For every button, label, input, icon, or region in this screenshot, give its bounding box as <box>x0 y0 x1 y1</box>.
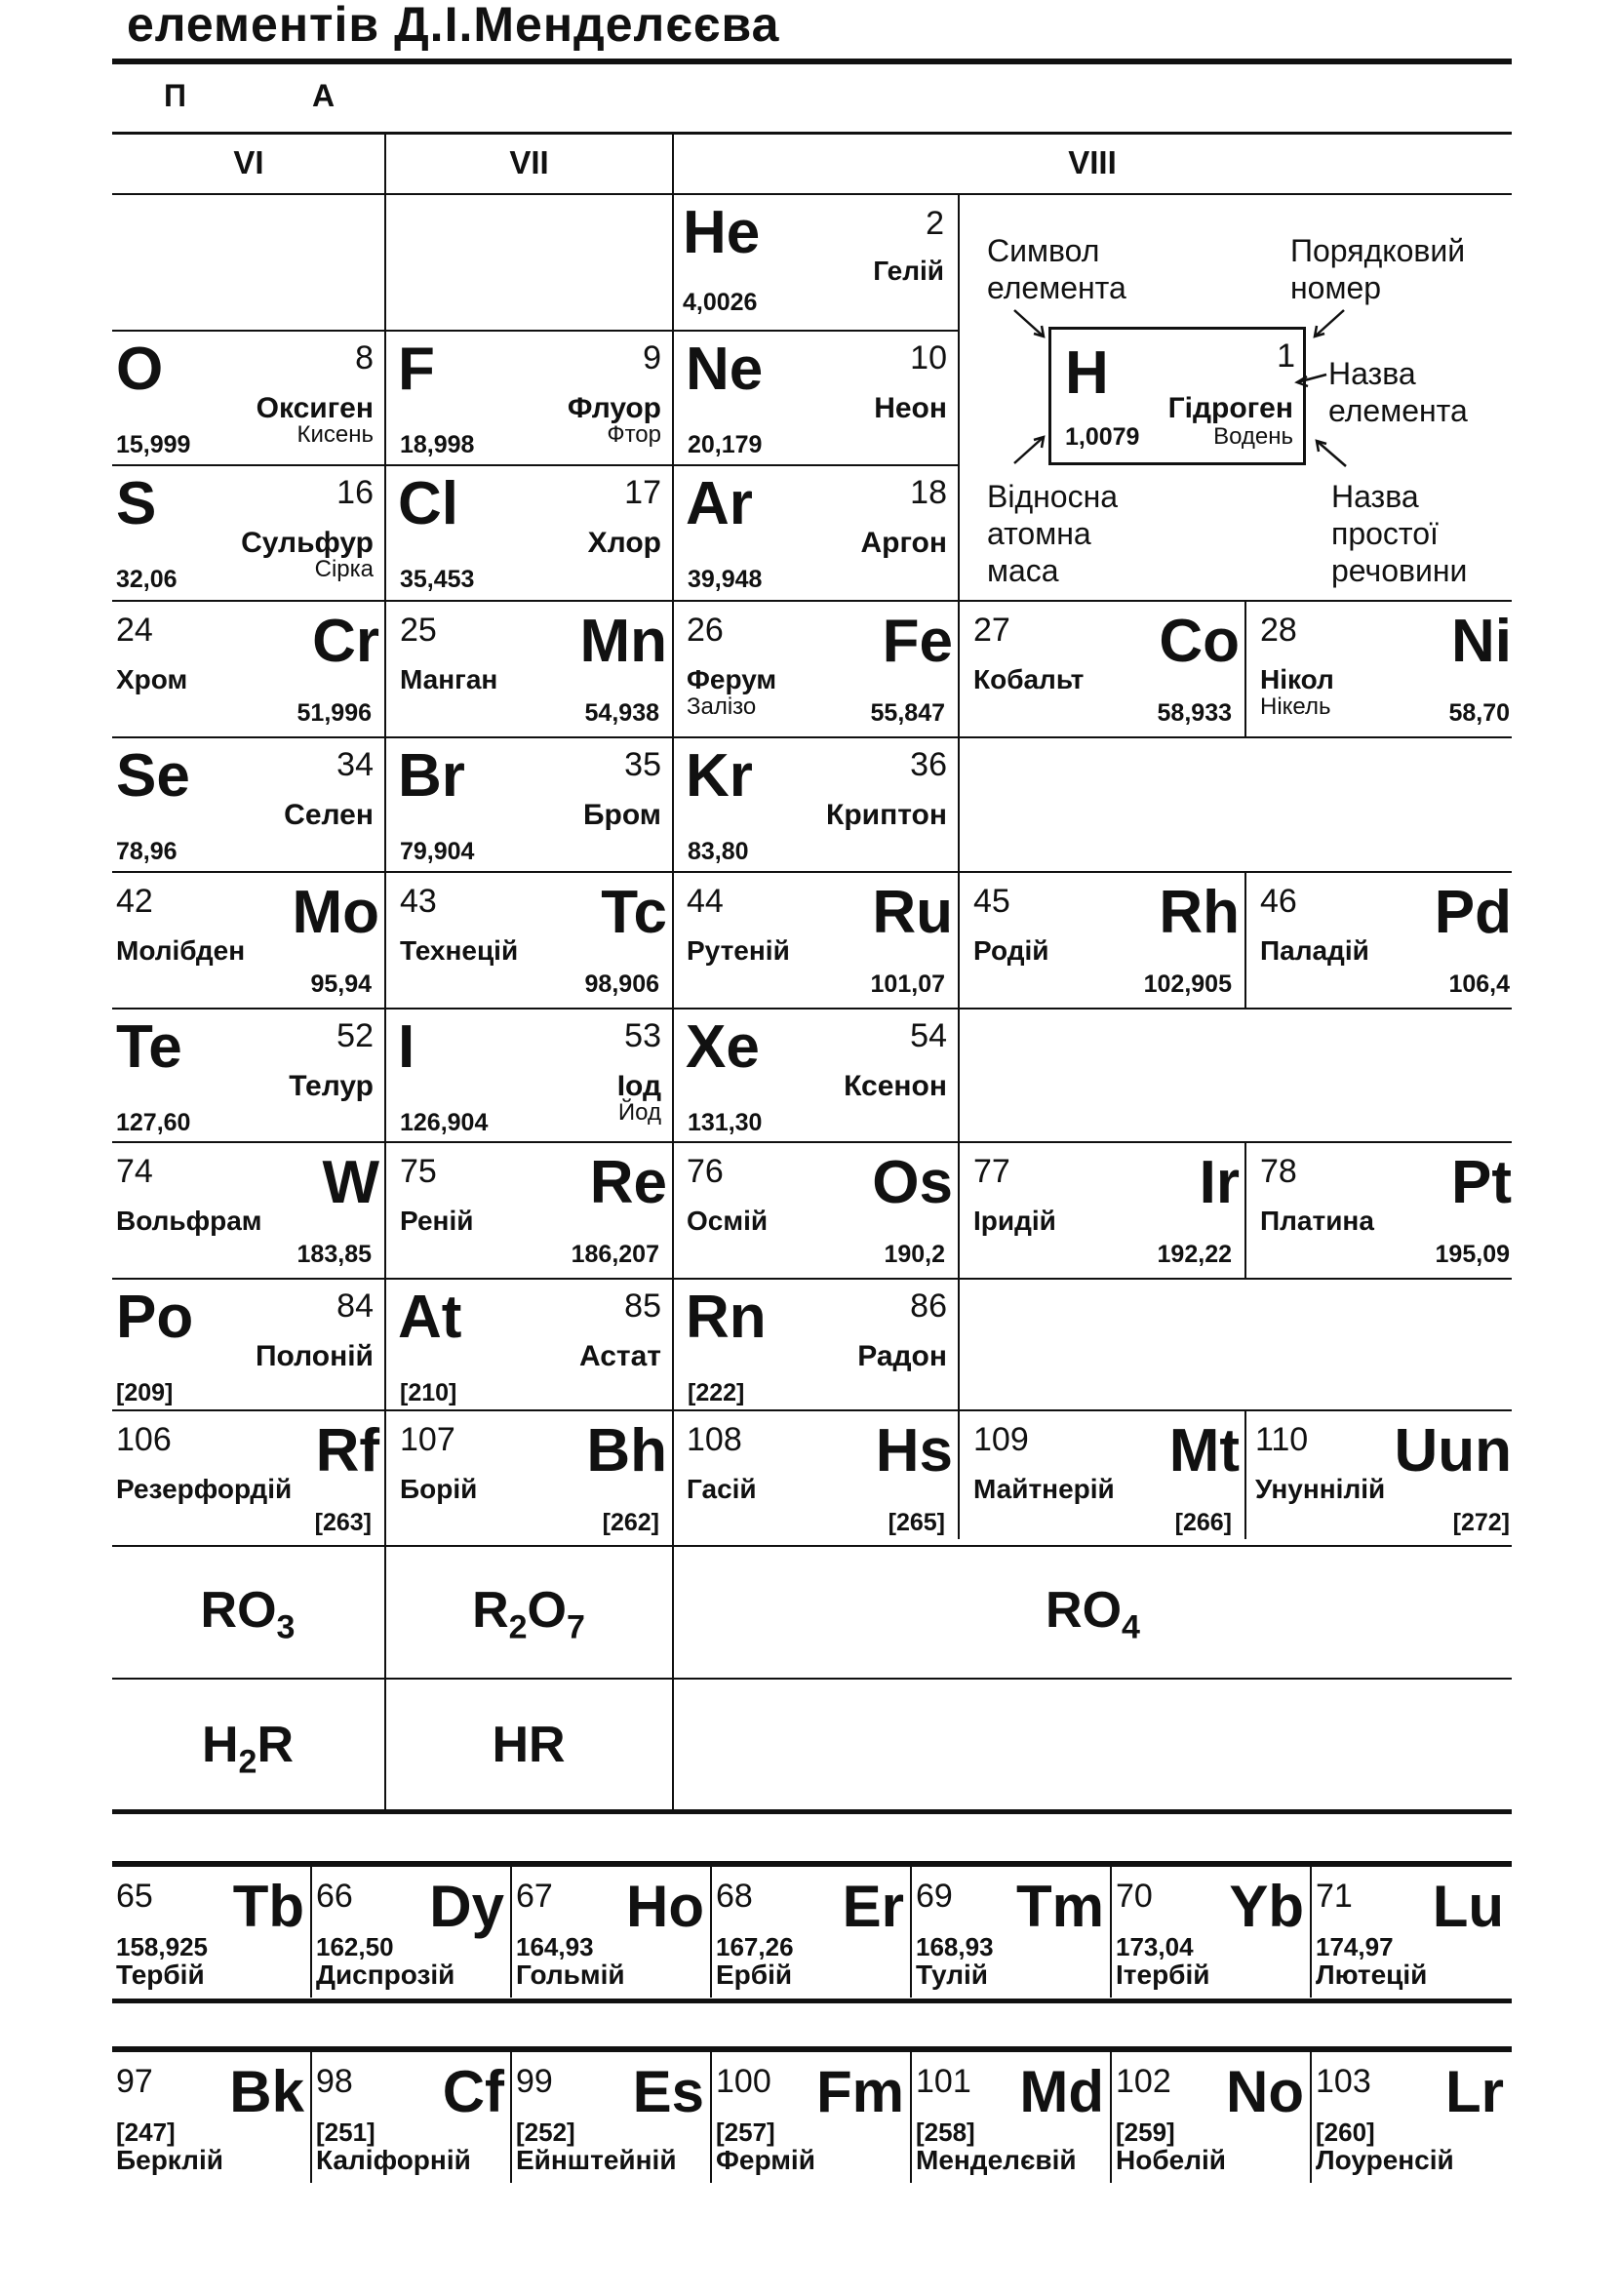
atomic-number: 98 <box>316 2063 353 2100</box>
atomic-number: 78 <box>1260 1153 1297 1190</box>
hydride-formula-vi: $H_2R$ <box>201 1717 295 1781</box>
element-name: Технецій <box>400 935 519 966</box>
element-symbol: H <box>1065 339 1109 407</box>
element-name: Унуннілій <box>1255 1474 1386 1504</box>
atomic-mass: 35,453 <box>400 566 475 593</box>
atomic-mass: 186,207 <box>571 1241 659 1268</box>
element-cell <box>112 1866 310 1998</box>
element-symbol: He <box>683 199 761 266</box>
atomic-mass: 39,948 <box>688 566 763 593</box>
atomic-mass: [247] <box>116 2118 176 2147</box>
element-symbol: Tb <box>232 1874 304 1939</box>
atomic-number: 53 <box>624 1017 661 1054</box>
element-name: Астат <box>578 1340 661 1372</box>
element-name: Молібден <box>116 935 246 966</box>
element-name: Телур <box>289 1070 374 1102</box>
atomic-mass: 131,30 <box>688 1109 763 1136</box>
element-cell <box>1312 1866 1510 1998</box>
atomic-mass: [272] <box>1452 1509 1510 1536</box>
atomic-mass: 98,906 <box>584 970 659 998</box>
element-name: Гідроген <box>1167 392 1293 424</box>
atomic-mass: 183,85 <box>296 1241 372 1268</box>
atomic-number: 52 <box>336 1017 374 1054</box>
legend-mass-label: Відносна атомна маса <box>987 479 1119 588</box>
element-cell <box>112 2051 310 2183</box>
atomic-number: 107 <box>400 1421 455 1458</box>
element-name: Гольмій <box>516 1960 625 1990</box>
atomic-number: 9 <box>643 339 661 376</box>
atomic-mass: [209] <box>116 1379 174 1406</box>
element-cell <box>912 2051 1110 2183</box>
grid-rule <box>510 2051 512 2183</box>
element-cell <box>386 1280 671 1408</box>
atomic-number: 66 <box>316 1878 353 1915</box>
element-symbol: Mt <box>1168 1417 1240 1484</box>
element-symbol: Rn <box>686 1284 767 1351</box>
subgroup-main-label: П <box>164 78 186 113</box>
element-name: Манган <box>400 664 498 694</box>
atomic-number: 34 <box>336 746 374 783</box>
atomic-mass: 18,998 <box>400 431 475 458</box>
element-name: Гасій <box>687 1474 757 1504</box>
atomic-mass: [257] <box>716 2118 775 2147</box>
element-symbol: Ir <box>1199 1149 1240 1216</box>
element-cell <box>396 602 671 734</box>
atomic-number: 108 <box>687 1421 742 1458</box>
element-symbol: Mo <box>292 879 379 946</box>
atomic-mass: 106,4 <box>1448 970 1510 998</box>
element-cell <box>386 1009 671 1142</box>
atomic-number: 17 <box>624 474 661 511</box>
element-symbol: No <box>1226 2059 1304 2124</box>
atomic-number: 75 <box>400 1153 437 1190</box>
atomic-mass: [222] <box>688 1379 745 1406</box>
atomic-mass: 101,07 <box>870 970 945 998</box>
atomic-mass: 83,80 <box>688 838 749 865</box>
atomic-number: 77 <box>973 1153 1010 1190</box>
atomic-mass: 4,0026 <box>683 289 758 316</box>
atomic-number: 106 <box>116 1421 172 1458</box>
atomic-number: 10 <box>910 339 947 376</box>
element-cell <box>1256 602 1512 734</box>
atomic-mass: 58,933 <box>1157 699 1232 727</box>
element-symbol: Po <box>116 1284 194 1351</box>
element-cell <box>683 873 957 1006</box>
grid-rule <box>310 1866 312 1998</box>
element-symbol: Ar <box>686 470 753 537</box>
element-symbol: Kr <box>686 742 753 810</box>
atomic-mass: 158,925 <box>116 1932 208 1961</box>
grid-rule <box>1110 1866 1112 1998</box>
atomic-mass: 173,04 <box>1116 1932 1194 1961</box>
atomic-number: 26 <box>687 612 724 649</box>
atomic-number: 27 <box>973 612 1010 649</box>
element-symbol: Cr <box>312 608 379 675</box>
element-name: Реній <box>400 1206 474 1236</box>
atomic-mass: [251] <box>316 2118 375 2147</box>
element-name: Кобальт <box>973 664 1085 694</box>
element-name: Ксенон <box>844 1070 947 1102</box>
atomic-number: 76 <box>687 1153 724 1190</box>
atomic-mass: 58,70 <box>1448 699 1510 727</box>
atomic-number: 2 <box>926 205 944 242</box>
oxide-formula-viii: $RO_4$ <box>1046 1582 1140 1646</box>
element-symbol: Cf <box>442 2059 504 2124</box>
element-name: Аргон <box>860 527 947 559</box>
atomic-mass: 79,904 <box>400 838 475 865</box>
element-symbol: Pd <box>1434 879 1512 946</box>
strip-rule <box>112 1999 1512 2003</box>
atomic-mass: 174,97 <box>1316 1932 1394 1961</box>
grid-rule <box>310 2051 312 2183</box>
element-symbol: Rf <box>315 1417 379 1484</box>
oxide-formula-vii: $R_2O_7$ <box>472 1582 585 1646</box>
element-name: Родій <box>973 935 1049 966</box>
element-cell <box>1251 1411 1512 1544</box>
element-symbol: Co <box>1159 608 1240 675</box>
legend-symbol-label: Символ елемента <box>987 233 1126 305</box>
grid-rule <box>510 1866 512 1998</box>
atomic-number: 103 <box>1316 2063 1371 2100</box>
grid-rule <box>710 1866 712 1998</box>
element-symbol: Se <box>116 742 190 810</box>
subgroup-a-label: А <box>312 78 336 113</box>
atomic-mass: [252] <box>516 2118 575 2147</box>
element-name: Гелій <box>873 256 944 286</box>
legend-number-label: Порядковий номер <box>1290 233 1466 305</box>
element-symbol: Er <box>842 1874 904 1939</box>
group-header-viii: VIII <box>1068 144 1117 180</box>
atomic-number: 65 <box>116 1878 153 1915</box>
atomic-mass: [265] <box>888 1509 945 1536</box>
atomic-mass: 127,60 <box>116 1109 191 1136</box>
element-name: Ербій <box>716 1960 793 1990</box>
element-name: Лоуренсій <box>1316 2145 1454 2175</box>
element-name: Сульфур <box>241 527 374 559</box>
atomic-number: 99 <box>516 2063 553 2100</box>
element-name: Ферум <box>687 664 777 694</box>
element-cell <box>112 1280 383 1408</box>
element-name: Селен <box>284 799 374 831</box>
element-symbol: Ru <box>872 879 953 946</box>
element-symbol: Lu <box>1432 1874 1504 1939</box>
atomic-mass: 162,50 <box>316 1932 394 1961</box>
atomic-mass: 51,996 <box>296 699 372 727</box>
element-cell <box>712 1866 910 1998</box>
element-symbol: Lr <box>1445 2059 1504 2124</box>
element-cell <box>112 1009 383 1142</box>
atomic-number: 44 <box>687 883 724 920</box>
element-cell <box>112 1411 383 1544</box>
element-cell <box>969 873 1244 1006</box>
element-cell <box>1112 2051 1310 2183</box>
atomic-number: 68 <box>716 1878 753 1915</box>
element-cell <box>386 738 671 871</box>
element-symbol: Br <box>398 742 465 810</box>
atomic-mass: [258] <box>916 2118 975 2147</box>
atomic-mass: 192,22 <box>1157 1241 1232 1268</box>
element-cell <box>396 1411 671 1544</box>
simple-substance-name: Фтор <box>607 421 661 448</box>
element-name: Нікол <box>1260 664 1334 694</box>
atomic-mass: 102,905 <box>1143 970 1232 998</box>
atomic-number: 28 <box>1260 612 1297 649</box>
element-symbol: Md <box>1019 2059 1104 2124</box>
atomic-number: 8 <box>355 339 374 376</box>
element-symbol: Mn <box>579 608 667 675</box>
element-name: Фермій <box>716 2145 815 2175</box>
atomic-mass: 164,93 <box>516 1932 594 1961</box>
element-name: Хлор <box>587 527 661 559</box>
element-cell <box>969 1411 1244 1544</box>
element-name: Вольфрам <box>116 1206 262 1236</box>
element-name: Іридій <box>973 1206 1056 1236</box>
simple-substance-name: Залізо <box>687 693 757 720</box>
atomic-mass: [260] <box>1316 2118 1375 2147</box>
element-symbol: Ni <box>1451 608 1512 675</box>
element-cell <box>683 602 957 734</box>
element-cell <box>1112 1866 1310 1998</box>
element-name: Каліфорній <box>316 2145 471 2175</box>
element-symbol: Pt <box>1451 1149 1512 1216</box>
atomic-number: 67 <box>516 1878 553 1915</box>
element-cell <box>683 1143 957 1276</box>
atomic-mass: [259] <box>1116 2118 1175 2147</box>
group-header-vi: VI <box>233 144 264 180</box>
atomic-number: 100 <box>716 2063 771 2100</box>
element-cell <box>969 602 1244 734</box>
element-name: Диспрозій <box>316 1960 455 1990</box>
grid-rule <box>1310 1866 1312 1998</box>
atomic-number: 54 <box>910 1017 947 1054</box>
element-name: Радон <box>857 1340 947 1372</box>
element-symbol: S <box>116 470 157 537</box>
element-cell <box>112 1143 383 1276</box>
element-symbol: Yb <box>1229 1874 1304 1939</box>
element-cell <box>683 1411 957 1544</box>
element-symbol: I <box>398 1013 415 1081</box>
atomic-number: 102 <box>1116 2063 1171 2100</box>
atomic-number: 25 <box>400 612 437 649</box>
element-name: Оксиген <box>256 392 374 424</box>
element-name: Платина <box>1260 1206 1374 1236</box>
atomic-mass: 168,93 <box>916 1932 994 1961</box>
simple-substance-name: Сірка <box>314 556 374 582</box>
legend-simple-substance-label: Назва простої речовини <box>1331 479 1468 588</box>
element-cell <box>512 1866 710 1998</box>
element-symbol: At <box>398 1284 462 1351</box>
atomic-mass: 54,938 <box>584 699 659 727</box>
element-name: Криптон <box>826 799 947 831</box>
element-symbol: Rh <box>1159 879 1240 946</box>
grid-rule <box>910 1866 912 1998</box>
simple-substance-name: Кисень <box>296 421 374 448</box>
element-symbol: Xe <box>686 1013 760 1081</box>
grid-rule <box>1310 2051 1312 2183</box>
element-cell <box>312 2051 510 2183</box>
atomic-number: 85 <box>624 1287 661 1325</box>
element-cell <box>112 873 383 1006</box>
atomic-mass: 20,179 <box>688 431 763 458</box>
element-name: Хром <box>116 664 188 694</box>
element-name: Берклій <box>116 2145 223 2175</box>
page-title: елементів Д.І.Менделєєва <box>127 0 780 52</box>
element-symbol: W <box>322 1149 379 1216</box>
element-cell <box>969 1143 1244 1276</box>
atomic-mass: 78,96 <box>116 838 178 865</box>
element-name: Ітербій <box>1116 1960 1210 1990</box>
element-symbol: Cl <box>398 470 458 537</box>
element-symbol: Bh <box>586 1417 667 1484</box>
group-header-vii: VII <box>509 144 549 180</box>
atomic-mass: 190,2 <box>884 1241 945 1268</box>
element-name: Неон <box>874 392 947 424</box>
element-name: Тербій <box>116 1960 205 1990</box>
element-symbol: O <box>116 336 164 403</box>
simple-substance-name: Водень <box>1213 423 1293 450</box>
atomic-number: 42 <box>116 883 153 920</box>
atomic-number: 71 <box>1316 1878 1353 1915</box>
atomic-mass: 55,847 <box>870 699 945 727</box>
element-symbol: Tc <box>601 879 667 946</box>
element-name: Майтнерій <box>973 1474 1115 1504</box>
atomic-number: 110 <box>1255 1421 1309 1458</box>
element-name: Полоній <box>255 1340 374 1372</box>
atomic-mass: 126,904 <box>400 1109 489 1136</box>
atomic-number: 86 <box>910 1287 947 1325</box>
atomic-number: 45 <box>973 883 1010 920</box>
element-symbol: Es <box>632 2059 704 2124</box>
atomic-number: 35 <box>624 746 661 783</box>
element-name: Нобелій <box>1116 2145 1226 2175</box>
element-name: Паладій <box>1260 935 1369 966</box>
element-symbol: Uun <box>1394 1417 1512 1484</box>
atomic-number: 84 <box>336 1287 374 1325</box>
element-symbol: Dy <box>429 1874 504 1939</box>
element-cell <box>674 1009 957 1142</box>
element-cell <box>112 738 383 871</box>
grid-rule <box>710 2051 712 2183</box>
element-name: Тулій <box>916 1960 989 1990</box>
element-name: Лютецій <box>1316 1960 1428 1990</box>
element-cell <box>1312 2051 1510 2183</box>
element-name: Іод <box>616 1070 661 1102</box>
atomic-number: 101 <box>916 2063 971 2100</box>
atomic-mass: [210] <box>400 1379 457 1406</box>
legend-name-label: Назва елемента <box>1328 356 1468 428</box>
atomic-number: 74 <box>116 1153 153 1190</box>
atomic-number: 97 <box>116 2063 153 2100</box>
atomic-mass: 195,09 <box>1435 1241 1510 1268</box>
atomic-number: 46 <box>1260 883 1297 920</box>
element-symbol: F <box>398 336 435 403</box>
oxide-formula-vi: $RO_3$ <box>200 1582 296 1646</box>
simple-substance-name: Нікель <box>1260 693 1331 720</box>
atomic-mass: 15,999 <box>116 431 191 458</box>
element-name: Ейнштейній <box>516 2145 677 2175</box>
atomic-number: 69 <box>916 1878 953 1915</box>
atomic-number: 18 <box>910 474 947 511</box>
element-cell <box>396 1143 671 1276</box>
element-cell <box>396 873 671 1006</box>
element-symbol: Ne <box>686 336 764 403</box>
simple-substance-name: Йод <box>617 1099 661 1126</box>
atomic-number: 70 <box>1116 1878 1153 1915</box>
element-symbol: Ho <box>626 1874 704 1939</box>
element-cell <box>1256 873 1512 1006</box>
grid-rule <box>910 2051 912 2183</box>
element-name: Флуор <box>567 392 661 424</box>
atomic-mass: 167,26 <box>716 1932 794 1961</box>
element-cell <box>312 1866 510 1998</box>
element-name: Борій <box>400 1474 478 1504</box>
element-cell <box>512 2051 710 2183</box>
element-symbol: Fe <box>882 608 953 675</box>
element-name: Бром <box>582 799 661 831</box>
element-symbol: Bk <box>229 2059 304 2124</box>
element-symbol: Tm <box>1016 1874 1104 1939</box>
atomic-mass: 1,0079 <box>1065 423 1140 451</box>
atomic-number: 1 <box>1277 337 1295 375</box>
element-cell <box>112 602 383 734</box>
atomic-mass: 32,06 <box>116 566 178 593</box>
element-cell <box>712 2051 910 2183</box>
atomic-number: 109 <box>973 1421 1029 1458</box>
element-name: Осмій <box>687 1206 769 1236</box>
atomic-mass: 95,94 <box>310 970 372 998</box>
element-cell <box>674 738 957 871</box>
atomic-mass: [263] <box>314 1509 372 1536</box>
element-cell <box>1256 1143 1512 1276</box>
grid-rule <box>1110 2051 1112 2183</box>
atomic-number: 36 <box>910 746 947 783</box>
element-symbol: Hs <box>875 1417 953 1484</box>
element-cell <box>674 1280 957 1408</box>
element-cell <box>912 1866 1110 1998</box>
element-symbol: Os <box>872 1149 953 1216</box>
element-symbol: Re <box>589 1149 667 1216</box>
element-symbol: Fm <box>816 2059 904 2124</box>
element-name: Резерфордій <box>116 1474 293 1504</box>
atomic-mass: [262] <box>602 1509 659 1536</box>
atomic-number: 43 <box>400 883 437 920</box>
element-name: Менделєвій <box>916 2145 1077 2175</box>
element-symbol: Te <box>116 1013 182 1081</box>
atomic-number: 16 <box>336 474 374 511</box>
element-name: Рутеній <box>687 935 790 966</box>
hydride-formula-vii: HR <box>492 1717 566 1773</box>
atomic-number: 24 <box>116 612 153 649</box>
atomic-mass: [266] <box>1174 1509 1232 1536</box>
